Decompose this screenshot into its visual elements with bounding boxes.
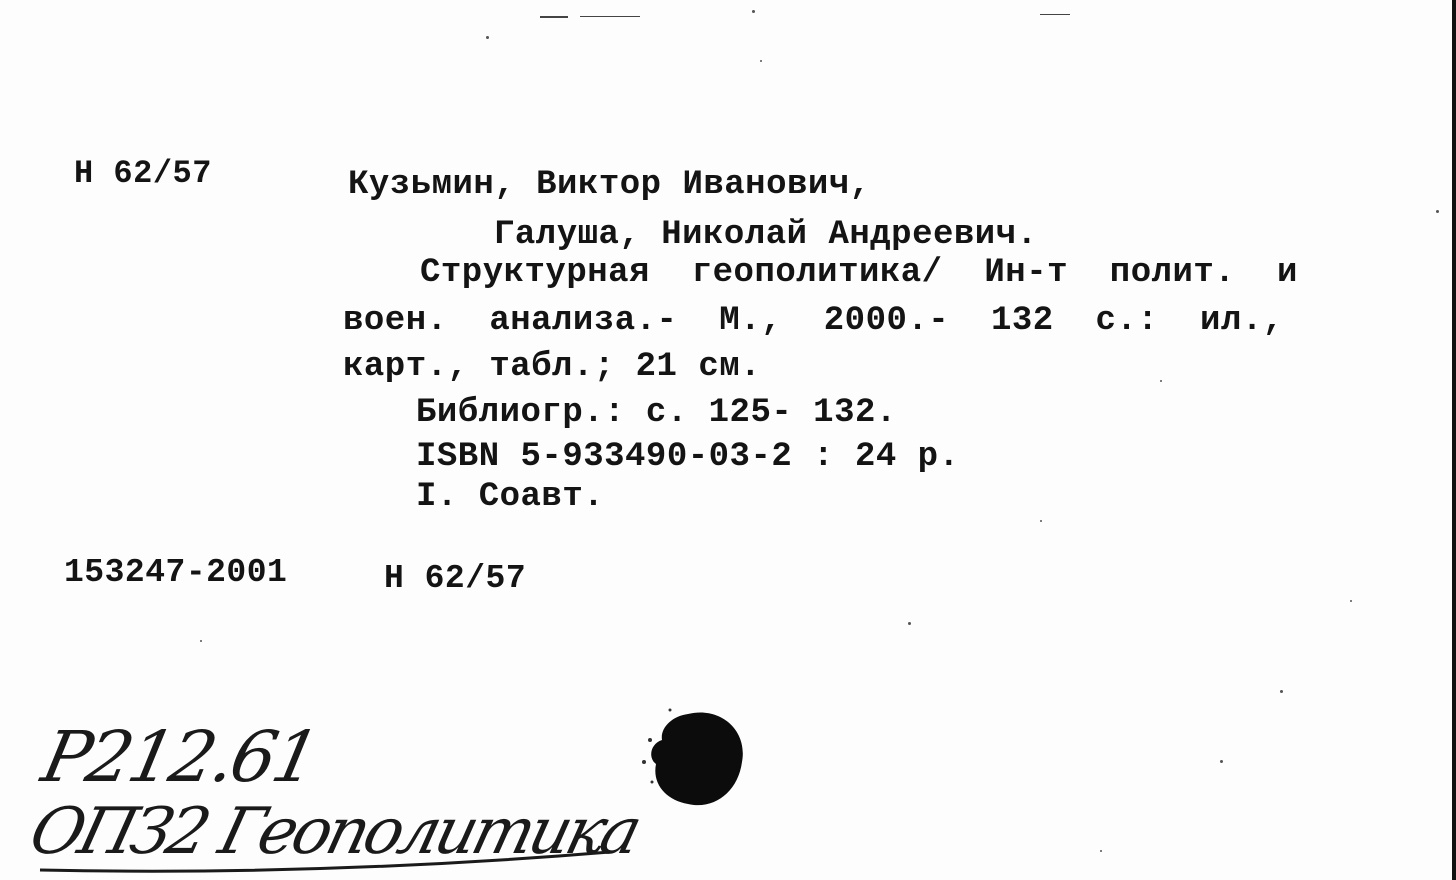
title-line-3: карт., табл.; 21 см. (343, 348, 762, 386)
speck (908, 622, 911, 625)
speck (1280, 690, 1283, 693)
handwritten-subject: ОПЗ2 Геополитика (22, 795, 646, 869)
title-line-1: Структурная геополитика/ Ин-т полит. и (420, 254, 1298, 292)
speck (1350, 600, 1352, 602)
handwritten-underline (20, 840, 640, 880)
inventory-shelf-mark: Н 62/57 (384, 560, 527, 597)
bibliography-note: Библиогр.: с. 125- 132. (416, 394, 897, 432)
speck (752, 10, 755, 13)
speck (760, 60, 762, 62)
speck (1436, 210, 1439, 213)
speck (1160, 380, 1162, 382)
ink-blot (630, 700, 760, 820)
top-edge-mark (580, 16, 640, 17)
top-edge-mark (540, 16, 568, 18)
handwritten-classification: Р212.61 (35, 716, 324, 798)
speck (486, 36, 489, 39)
top-edge-mark (1040, 14, 1070, 15)
speck (1040, 520, 1042, 522)
inventory-number: 153247-2001 (64, 554, 288, 591)
coauthor-entry: I. Соавт. (416, 478, 605, 516)
title-line-2: воен. анализа.- М., 2000.- 132 с.: ил., (343, 302, 1284, 340)
speck (1220, 760, 1223, 763)
primary-author: Кузьмин, Виктор Иванович, (348, 166, 871, 204)
isbn-line: ISBN 5-933490-03-2 : 24 р. (416, 438, 960, 476)
coauthor-heading: Галуша, Николай Андреевич. (494, 216, 1038, 254)
shelf-mark: Н 62/57 (74, 155, 212, 192)
speck (1100, 850, 1102, 852)
speck (200, 640, 202, 642)
